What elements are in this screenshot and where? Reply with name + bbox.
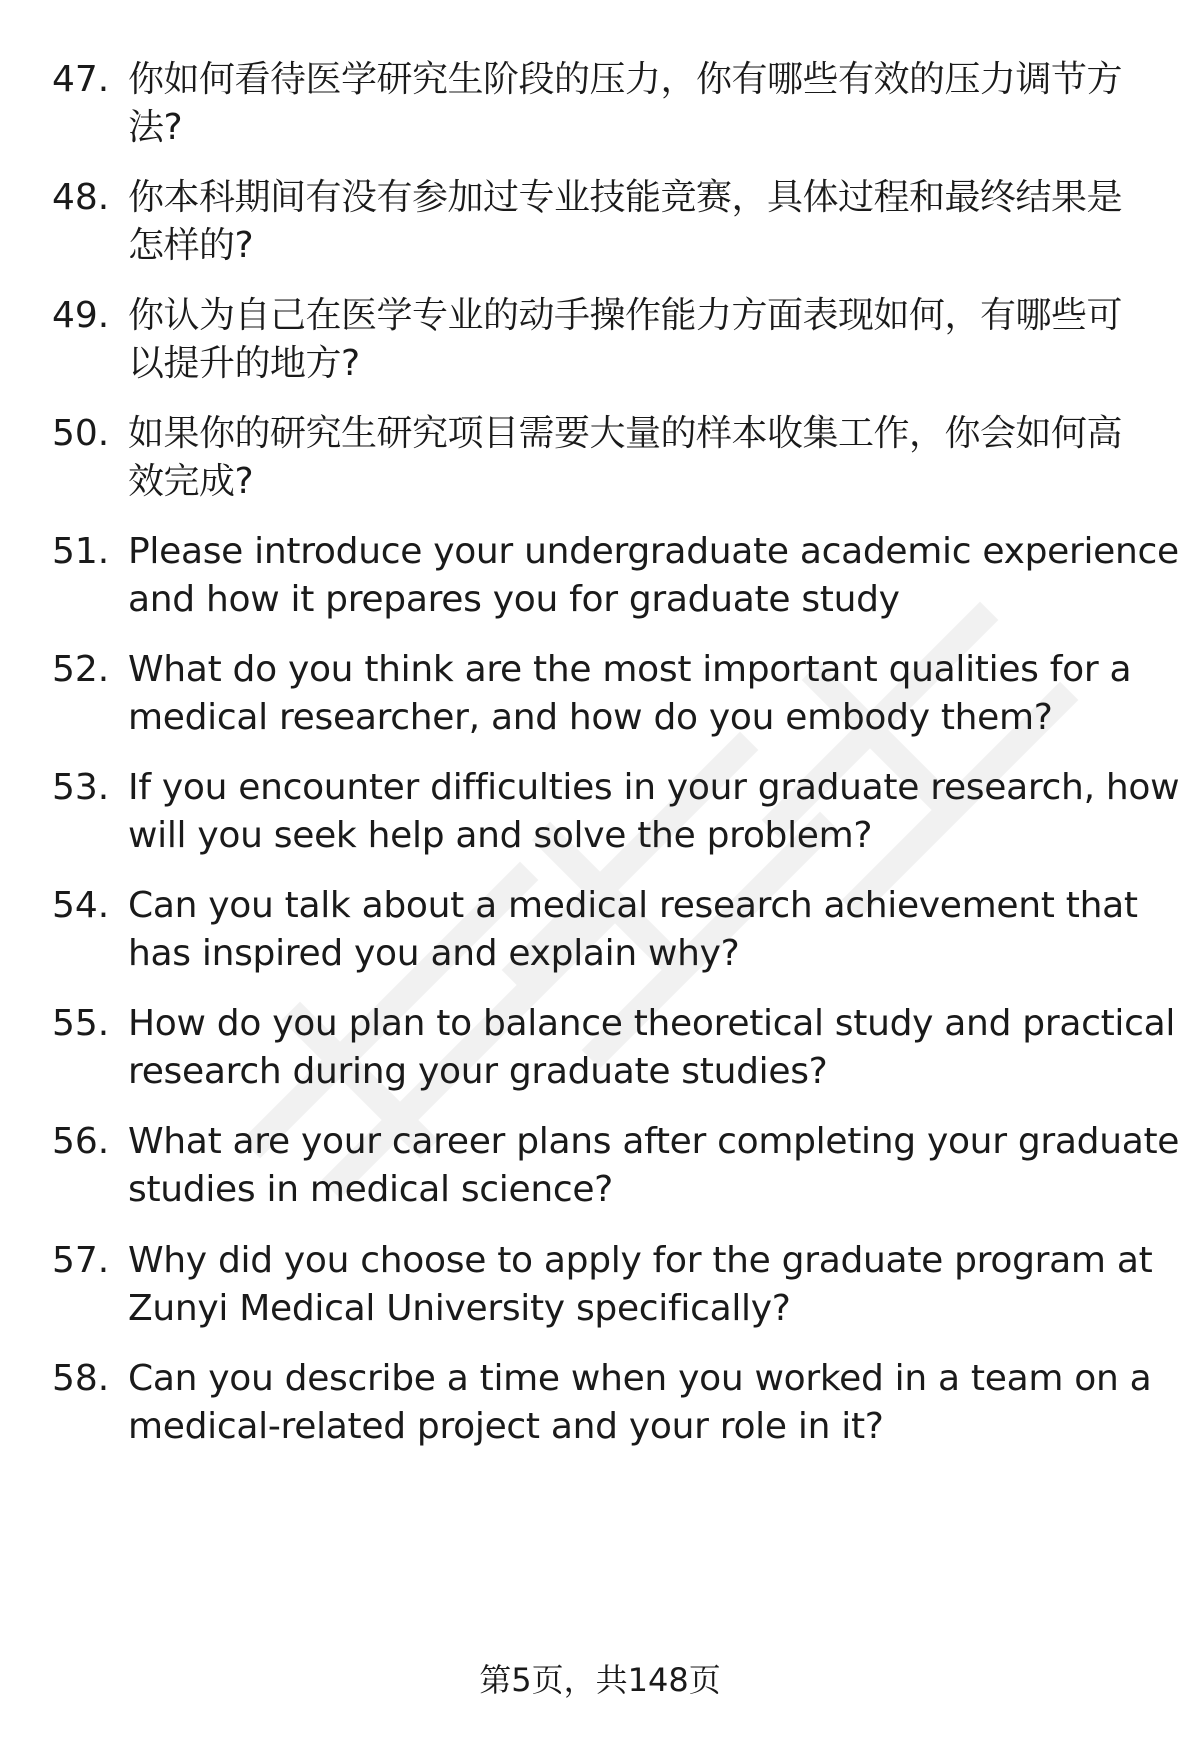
question-text-line-1: What are your career plans after completing your graduate (128, 1121, 1180, 1162)
question-item (0, 528, 1200, 628)
question-text-line-2: and how it prepares you for graduate study (128, 579, 900, 620)
question-item (0, 1118, 1200, 1218)
question-text-line-1: Why did you choose to apply for the graduate program at (128, 1240, 1153, 1281)
question-number: 57. (52, 1240, 110, 1281)
question-item (0, 882, 1200, 982)
question-text-line-1: 你如何看待医学研究生阶段的压力，你有哪些有效的压力调节方 (128, 59, 1123, 100)
question-text-line-1: Can you describe a time when you worked in a team on a (128, 1358, 1152, 1399)
question-number: 53. (52, 767, 110, 808)
question-text-line-2: 怎样的? (128, 225, 254, 266)
question-number: 47. (52, 59, 110, 100)
question-text-line-2: 效完成? (128, 461, 254, 502)
question-item (0, 646, 1200, 746)
question-number: 49. (52, 295, 110, 336)
question-item (0, 764, 1200, 864)
question-number: 56. (52, 1121, 110, 1162)
question-text-line-2: 以提升的地方? (128, 343, 360, 384)
question-text-line-1: How do you plan to balance theoretical study and practical (128, 1003, 1176, 1044)
question-number: 50. (52, 413, 110, 454)
question-text-line-2: medical-related project and your role in it? (128, 1406, 884, 1447)
question-text-line-1: What do you think are the most important qualities for a (128, 649, 1132, 690)
question-number: 55. (52, 1003, 110, 1044)
question-item (0, 1237, 1200, 1337)
question-item (0, 174, 1200, 274)
question-item (0, 56, 1200, 156)
question-item (0, 410, 1200, 510)
page-footer: 第5页，共148页 (479, 1661, 721, 1699)
question-text-line-1: Please introduce your undergraduate academic experience (128, 531, 1179, 572)
question-text-line-2: research during your graduate studies? (128, 1051, 828, 1092)
question-text-line-2: Zunyi Medical University specifically? (128, 1288, 791, 1329)
question-number: 52. (52, 649, 110, 690)
question-text-line-2: studies in medical science? (128, 1169, 613, 1210)
question-number: 51. (52, 531, 110, 572)
question-text-line-2: 法? (128, 107, 183, 148)
question-item (0, 1000, 1200, 1100)
question-text-line-1: 你认为自己在医学专业的动手操作能力方面表现如何，有哪些可 (128, 295, 1123, 336)
question-text-line-1: 如果你的研究生研究项目需要大量的样本收集工作，你会如何高 (128, 413, 1123, 454)
question-text-line-1: If you encounter difficulties in your graduate research, how (128, 767, 1180, 808)
question-text-line-2: has inspired you and explain why? (128, 933, 740, 974)
question-text-line-2: medical researcher, and how do you embody them? (128, 697, 1053, 738)
question-number: 48. (52, 177, 110, 218)
question-text-line-1: Can you talk about a medical research achievement that (128, 885, 1138, 926)
question-number: 54. (52, 885, 110, 926)
question-text-line-2: will you seek help and solve the problem? (128, 815, 873, 856)
question-item (0, 1355, 1200, 1455)
question-number: 58. (52, 1358, 110, 1399)
question-item (0, 292, 1200, 392)
question-text-line-1: 你本科期间有没有参加过专业技能竞赛，具体过程和最终结果是 (128, 177, 1123, 218)
